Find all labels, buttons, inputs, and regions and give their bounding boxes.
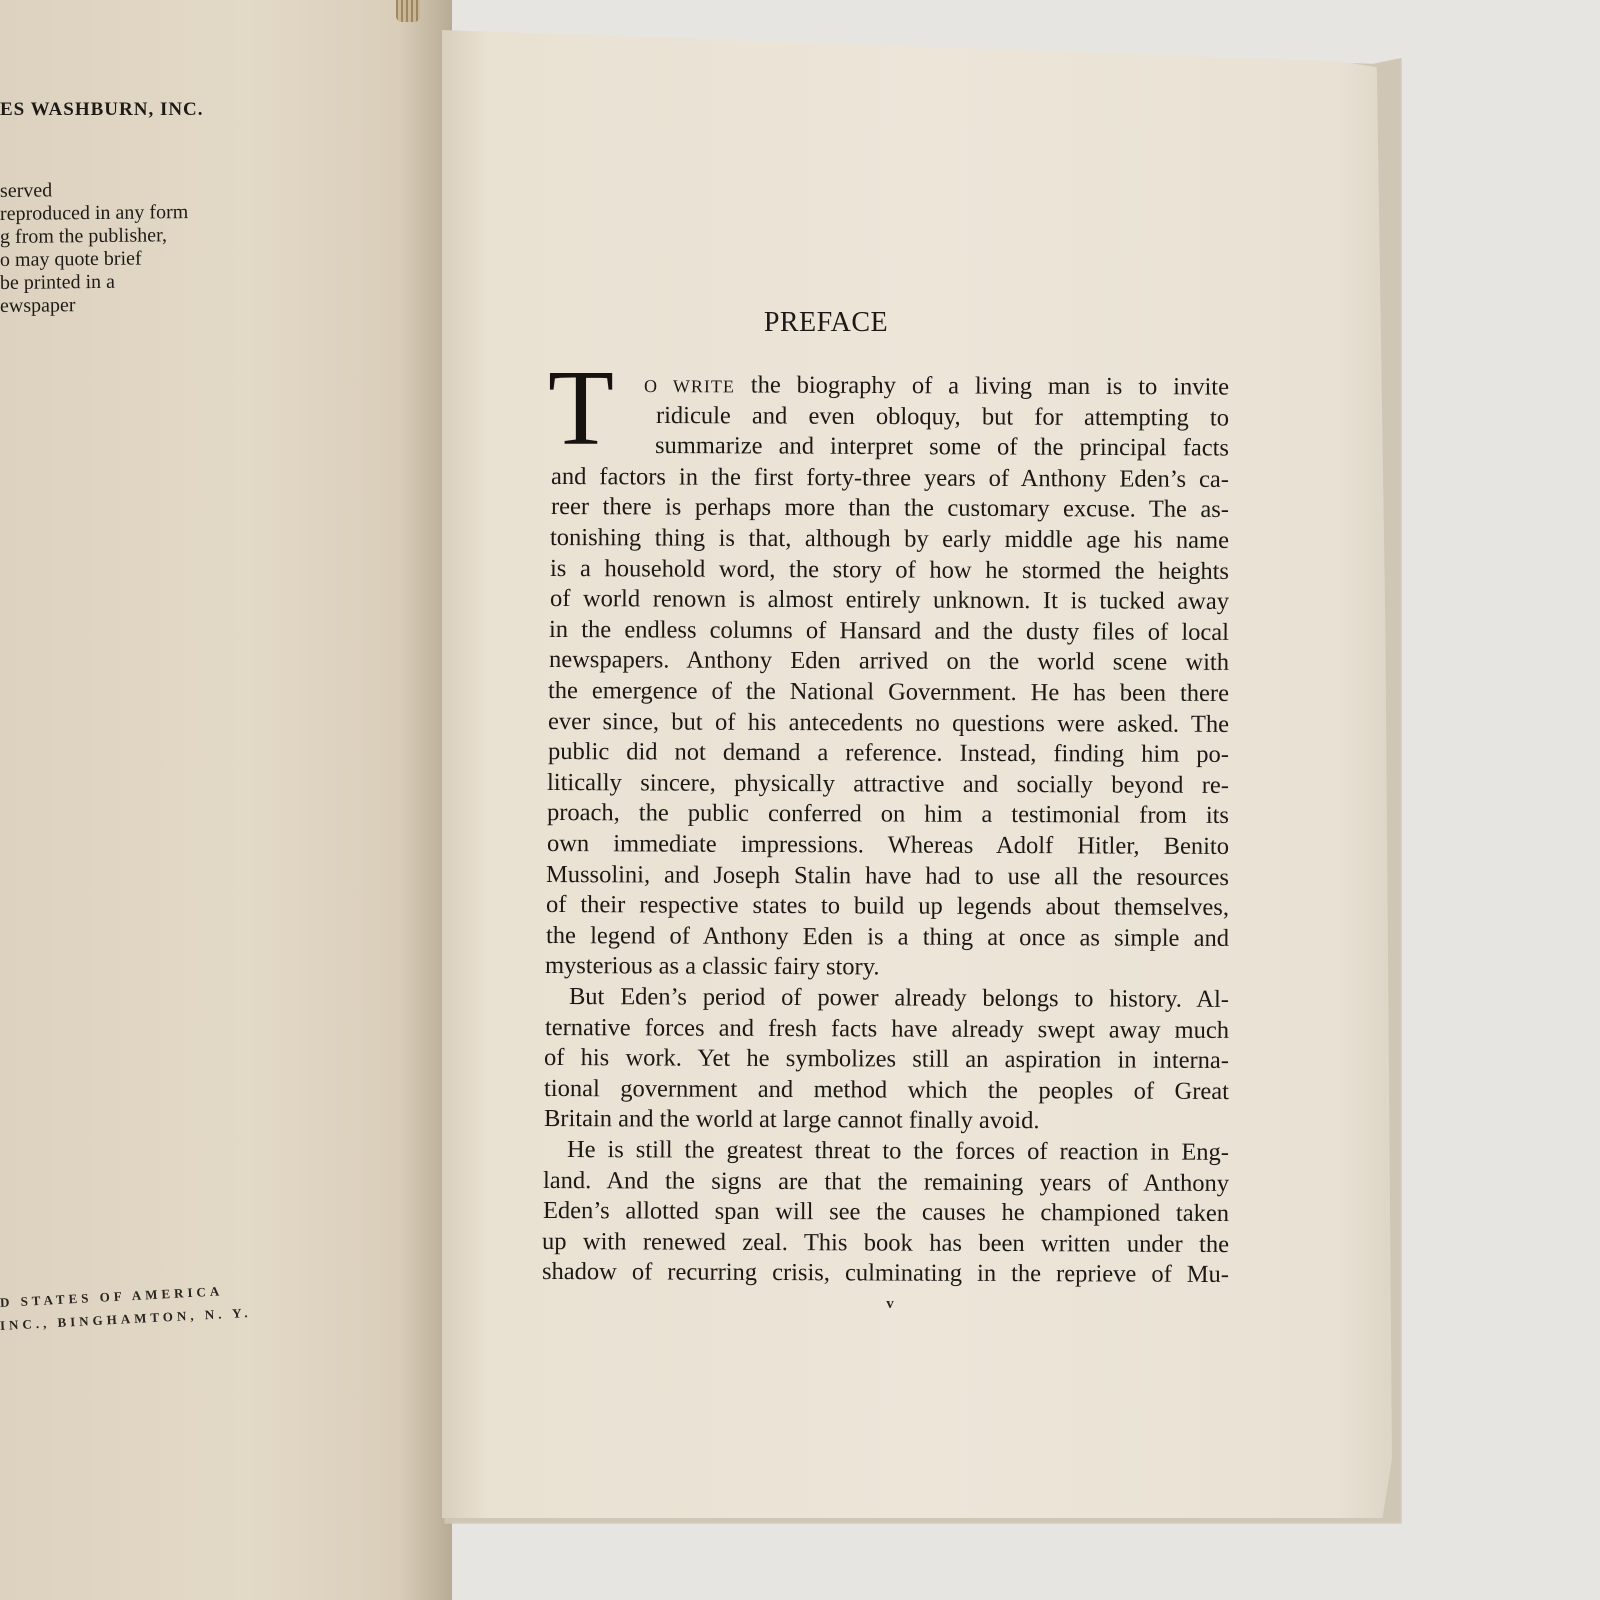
text-line: newspapers. Anthony Eden arrived on the world scene with [548, 646, 1230, 677]
publisher-imprint: ES WASHBURN, INC. [0, 99, 204, 120]
text-line: of his work. Yet he symbolizes still an aspiration in interna- [543, 1044, 1230, 1075]
text-line: But Eden’s period of power already belongs to history. Al- [568, 983, 1230, 1013]
text-line: the emergence of the National Government. He has been there [547, 677, 1230, 707]
text-line: Britain and the world at large cannot finally avoid. [543, 1105, 1040, 1135]
text-line: summarize and interpret some of the principal facts [654, 432, 1230, 462]
text-line: own immediate impressions. Whereas Adolf Hitler, Benito [546, 830, 1230, 860]
text-line: proach, the public conferred on him a testimonial from its [546, 799, 1230, 830]
text-line: litically sincere, physically attractive and socially beyond re- [546, 768, 1230, 799]
first-line-text: the biography of a living man is to invite [734, 371, 1230, 401]
spine-edge [396, 0, 420, 22]
left-page [0, 0, 452, 1600]
text-line: shadow of recurring crisis, culminating in the reprieve of Mu- [541, 1258, 1230, 1289]
text-line: up with renewed zeal. This book has been written under the [541, 1227, 1230, 1258]
rights-line: ewspaper [0, 294, 76, 317]
text-line: of world renown is almost entirely unknown. It is tucked away [549, 585, 1230, 616]
text-line: ridicule and even obloquy, but for attempting to [655, 401, 1230, 432]
text-line: Eden’s allotted span will see the causes he championed taken [542, 1197, 1230, 1228]
small-caps-lead: O WRITE [643, 376, 735, 397]
text-line: in the endless columns of Hansard and the dusty files of local [548, 615, 1230, 646]
text-line: mysterious as a classic fairy story. [544, 952, 880, 981]
text-line: tonishing thing is that, although by early middle age his name [549, 524, 1230, 554]
printing-line: INC., BINGHAMTON, N. Y. [0, 1304, 252, 1333]
text-line: land. And the signs are that the remaining years of Anthony [542, 1166, 1230, 1197]
text-line: public did not demand a reference. Instead, finding him po- [547, 738, 1230, 769]
page-title: PREFACE [763, 307, 889, 338]
text-line: is a household word, the story of how he stormed the heights [549, 554, 1230, 585]
rights-line: g from the publisher, [0, 224, 168, 248]
rights-line: o may quote brief [0, 247, 142, 271]
text-line: tional government and method which the peoples of Great [543, 1074, 1230, 1105]
text-line: and factors in the first forty-three years of Anthony Eden’s ca- [550, 462, 1230, 493]
text-line: ever since, but of his antecedents no questions were asked. The [547, 707, 1230, 738]
text-line: He is still the greatest threat to the forces of reaction in Eng- [566, 1136, 1230, 1166]
rights-line: reproduced in any form [0, 201, 189, 225]
printing-line: D STATES OF AMERICA [0, 1283, 224, 1310]
text-line: ternative forces and fresh facts have already swept away much [544, 1013, 1230, 1044]
text-line: reer there is perhaps more than the customary excuse. The as- [550, 493, 1230, 524]
page-number: v [886, 1296, 894, 1312]
text-line: of their respective states to build up legends about themselves, [545, 891, 1230, 922]
rights-line: served [0, 179, 53, 202]
rights-line: be printed in a [0, 270, 116, 294]
text-line: the legend of Anthony Eden is a thing at once as simple and [545, 921, 1230, 952]
text-line: Mussolini, and Joseph Stalin have had to use all the resources [545, 860, 1230, 891]
drop-cap: T [548, 349, 614, 468]
text-line [644, 370, 1229, 403]
